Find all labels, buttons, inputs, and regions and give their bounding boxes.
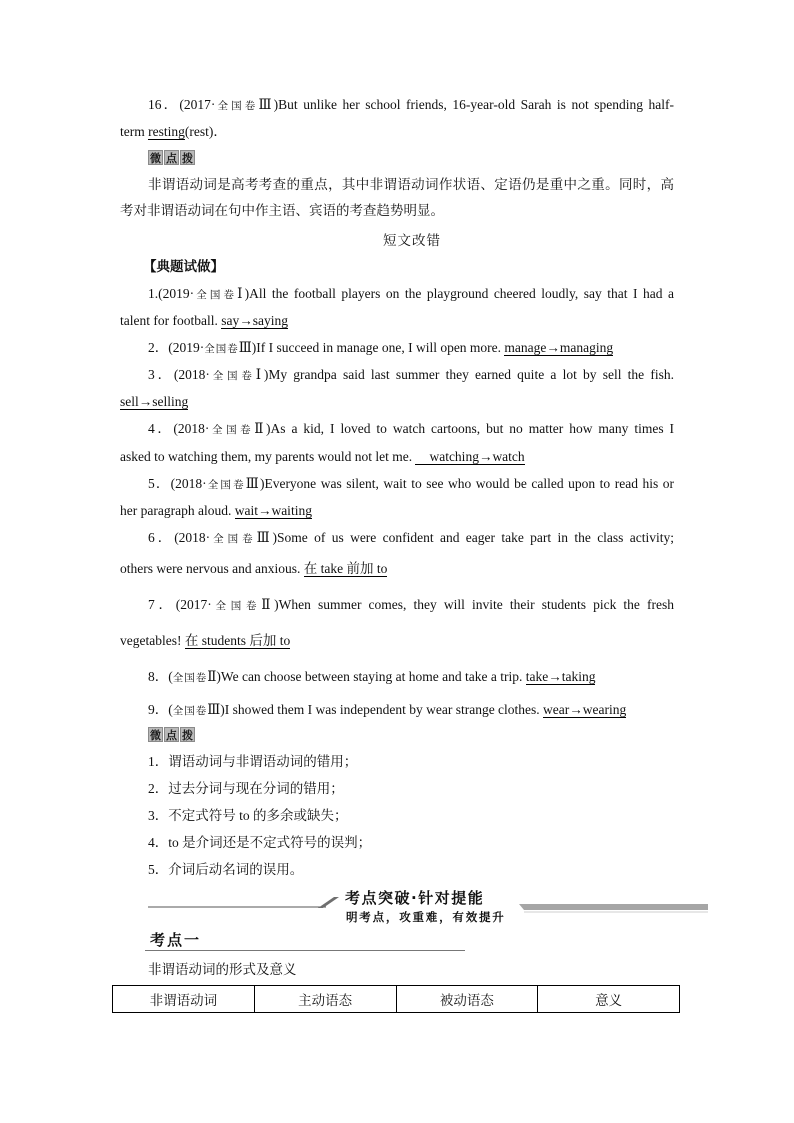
answer: resting bbox=[148, 124, 185, 139]
tip1-line-2: 考对非谓语动词在句中作主语、宾语的考查趋势明显。 bbox=[120, 203, 444, 218]
item-7-line-1 bbox=[148, 596, 674, 614]
source-volume: Ⅱ) bbox=[254, 421, 271, 436]
tip2-point-3: 3．不定式符号 to 的多余或缺失； bbox=[148, 808, 348, 823]
tip2-point-1: 1．谓语动词与非谓语动词的错用； bbox=[148, 754, 358, 769]
source-paper: 全国卷 bbox=[215, 100, 259, 112]
table-header-cell: 意义 bbox=[538, 986, 680, 1013]
item-number: 8． bbox=[148, 669, 169, 684]
banner-right-bar bbox=[519, 904, 708, 910]
source-volume: Ⅰ) bbox=[237, 286, 250, 301]
source-volume: Ⅱ) bbox=[207, 669, 221, 684]
badge-char: 微 bbox=[150, 729, 161, 742]
source-paper: 全国卷 bbox=[210, 533, 257, 545]
item-1-line-1 bbox=[148, 285, 674, 303]
badge-char: 点 bbox=[166, 152, 177, 165]
table-header-row bbox=[113, 986, 680, 1013]
item-number: 3． bbox=[148, 367, 174, 382]
item-5-line-1 bbox=[148, 475, 674, 493]
item-text: asked to watching them, my parents would not let me. bbox=[120, 449, 416, 464]
tip1-line-1: 非谓语动词是高考考查的重点，其中非谓语动词作状语、定语仍是重中之重。同时，高 bbox=[148, 177, 674, 192]
item-number: 7． bbox=[148, 597, 176, 612]
item-text: As a kid, I loved to watch cartoons, but no matter how many times I bbox=[270, 421, 675, 436]
source-volume: Ⅲ) bbox=[256, 530, 278, 545]
item-8-line-1 bbox=[148, 668, 674, 686]
source-year: ( bbox=[168, 702, 173, 717]
answer: wait→waiting bbox=[234, 503, 312, 518]
q16-line-2 bbox=[120, 123, 674, 141]
source-year: (2019· bbox=[168, 340, 205, 355]
source-volume: Ⅰ) bbox=[255, 367, 269, 382]
item-5-line-2 bbox=[120, 502, 674, 520]
tip2-point-2: 2．过去分词与现在分词的错用； bbox=[148, 781, 344, 796]
item-text: Some of us were confident and eager take part in the class activity; bbox=[277, 530, 675, 545]
banner-title: 考点突破·针对提能 bbox=[345, 889, 485, 907]
item-6-line-1 bbox=[148, 529, 674, 547]
answer: 在 take 前加 to bbox=[303, 561, 388, 576]
kaodian-subtitle: 非谓语动词的形式及意义 bbox=[148, 962, 297, 977]
source-paper: 全国卷 bbox=[194, 289, 238, 301]
item-text: But unlike her school friends, 16-year-old Sarah is not spending half- bbox=[278, 97, 675, 112]
source-year: (2018· bbox=[174, 530, 211, 545]
item-text: All the football players on the playground cheered loudly, say that I had a bbox=[249, 286, 675, 301]
section-title: 短文改错 bbox=[383, 233, 441, 248]
table-header-cell: 被动语态 bbox=[396, 986, 538, 1013]
item-text: talent for football. bbox=[120, 313, 222, 328]
answer: wear→wearing bbox=[543, 702, 627, 717]
tip2-point-4: 4．to 是介词还是不定式符号的误判； bbox=[148, 835, 372, 850]
answer: take→taking bbox=[525, 669, 596, 684]
practice-heading: 【典题试做】 bbox=[143, 259, 224, 274]
badge-char: 点 bbox=[166, 729, 177, 742]
item-text-after: (rest)． bbox=[184, 124, 227, 139]
source-volume: Ⅲ) bbox=[238, 340, 257, 355]
item-text: Everyone was silent, wait to see who would be called upon to read his or bbox=[264, 476, 675, 491]
answer: 在 students 后加 to bbox=[184, 633, 291, 648]
item-3-line-1 bbox=[148, 366, 674, 384]
item-text: vegetables! bbox=[120, 633, 185, 648]
item-text: term bbox=[120, 124, 149, 139]
q16-line-1 bbox=[148, 96, 674, 114]
item-number: 4． bbox=[148, 421, 174, 436]
item-number: 1. bbox=[148, 286, 159, 301]
item-text: I showed them I was independent by wear strange clothes. bbox=[224, 702, 544, 717]
item-1-line-2 bbox=[120, 312, 674, 330]
answer: sell→selling bbox=[120, 394, 189, 409]
source-year: (2019· bbox=[158, 286, 195, 301]
item-3-line-2 bbox=[120, 393, 674, 411]
source-paper: 全国卷 bbox=[204, 343, 239, 355]
source-paper: 全国卷 bbox=[209, 370, 256, 382]
answer: say→saying bbox=[221, 313, 288, 328]
item-number: 9． bbox=[148, 702, 169, 717]
source-year: (2017· bbox=[179, 97, 216, 112]
item-6-line-2 bbox=[120, 560, 674, 578]
item-text: We can choose between staying at home and take a trip. bbox=[220, 669, 526, 684]
badge-char: 拨 bbox=[182, 152, 193, 165]
source-year: (2018· bbox=[170, 476, 207, 491]
badge-char: 微 bbox=[150, 152, 161, 165]
source-volume: Ⅲ) bbox=[207, 702, 225, 717]
source-paper: 全国卷 bbox=[172, 672, 208, 684]
source-year: (2018· bbox=[173, 421, 210, 436]
tip-badge bbox=[148, 150, 195, 165]
badge-char: 拨 bbox=[182, 729, 193, 742]
item-7-line-2 bbox=[120, 632, 674, 650]
item-4-line-1 bbox=[148, 420, 674, 438]
banner-left-wedge bbox=[318, 897, 339, 908]
item-number: 16． bbox=[148, 97, 180, 112]
item-text: My grandpa said last summer they earned quite a lot by sell the fish. bbox=[268, 367, 674, 382]
source-paper: 全国卷 bbox=[206, 479, 246, 491]
source-year: ( bbox=[168, 669, 173, 684]
item-number: 5． bbox=[148, 476, 171, 491]
kaodian-rule bbox=[145, 950, 465, 951]
table-header-cell: 主动语态 bbox=[254, 986, 396, 1013]
source-volume: Ⅲ) bbox=[245, 476, 265, 491]
item-text: her paragraph aloud. bbox=[120, 503, 235, 518]
source-volume: Ⅱ) bbox=[261, 597, 279, 612]
answer: manage→managing bbox=[504, 340, 614, 355]
answer: watching→watch bbox=[415, 449, 524, 465]
item-9-line-1 bbox=[148, 701, 674, 719]
item-text: When summer comes, they will invite their students pick the fresh bbox=[278, 597, 675, 612]
source-year: (2018· bbox=[173, 367, 210, 382]
source-volume: Ⅲ) bbox=[258, 97, 279, 112]
item-number: 2． bbox=[148, 340, 169, 355]
tip2-point-5: 5．介词后动名词的误用。 bbox=[148, 862, 304, 877]
banner-subtitle: 明考点，攻重难，有效提升 bbox=[346, 910, 506, 924]
source-paper: 全国卷 bbox=[211, 600, 262, 612]
item-2-line-1 bbox=[148, 339, 674, 357]
item-text: others were nervous and anxious. bbox=[120, 561, 304, 576]
item-number: 6． bbox=[148, 530, 175, 545]
source-year: (2017· bbox=[175, 597, 212, 612]
item-4-line-2 bbox=[120, 448, 674, 466]
tip-badge bbox=[148, 727, 195, 742]
table-header-cell: 非谓语动词 bbox=[113, 986, 255, 1013]
source-paper: 全国卷 bbox=[209, 424, 255, 436]
item-text: If I succeed in manage one, I will open more. bbox=[256, 340, 505, 355]
source-paper: 全国卷 bbox=[172, 705, 208, 717]
kaodian-label: 考点一 bbox=[150, 931, 202, 949]
forms-table bbox=[112, 985, 680, 1013]
